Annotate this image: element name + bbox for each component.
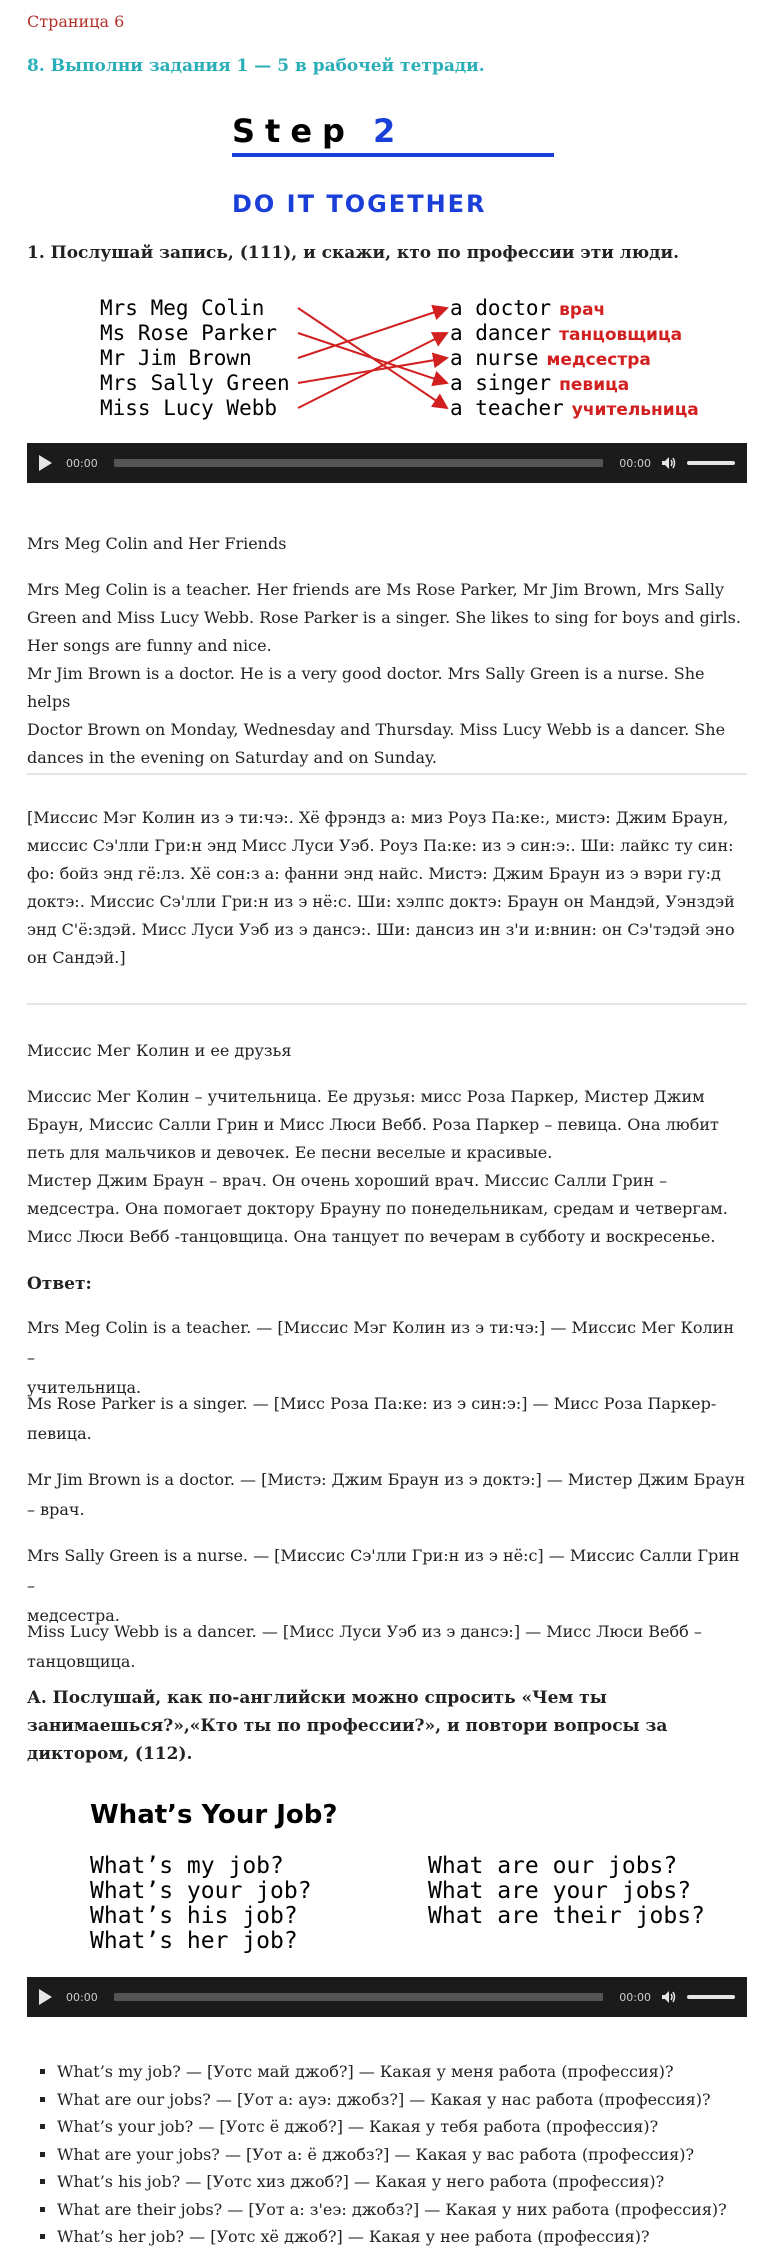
step-title: [232, 112, 405, 150]
answer-item: [27, 1465, 747, 1525]
jobs-list: [27, 2058, 782, 2251]
audio-current-time: 00:00: [66, 456, 98, 470]
list-item: ▪ What’s my job? — [Уотс май джоб?] — Какая у меня работа (профессия)?: [57, 2058, 782, 2086]
answer-line: медсестра.: [27, 1606, 120, 1625]
russian-line: Миссис Мег Колин – учительница. Ее друзья: мисс Роза Паркер, Мистер Джим: [27, 1087, 705, 1106]
divider: [27, 1003, 747, 1005]
answer-line: – врач.: [27, 1500, 85, 1519]
russian-line: Браун, Миссис Салли Грин и Мисс Люси Вебб. Роза Паркер – певица. Она любит: [27, 1115, 719, 1134]
russian-line: Мистер Джим Браун – врач. Он очень хороший врач. Миссис Салли Грин –: [27, 1171, 668, 1190]
job-question: What’s your job?: [90, 1878, 312, 1904]
matching-diagram: [0, 290, 782, 430]
answer-line: Miss Lucy Webb is a dancer. — [Мисс Луси Уэб из э дансэ:] — Мисс Люси Вебб –: [27, 1622, 702, 1641]
russian-line: медсестра. Она помогает доктору Брауну по понедельникам, средам и четвергам.: [27, 1199, 728, 1218]
transcription-line: он Сандэй.]: [27, 948, 126, 967]
russian-line: Мисс Люси Вебб -танцовщица. Она танцует по вечерам в субботу и воскресенье.: [27, 1227, 716, 1246]
profession-label: a dancer танцовщица: [450, 321, 683, 345]
russian-line: петь для мальчиков и девочек. Ее песни веселые и красивые.: [27, 1143, 553, 1162]
task-a-line: диктором, (112).: [27, 1744, 193, 1764]
jobs-title: What’s Your Job?: [90, 1800, 338, 1830]
job-question: What’s his job?: [90, 1903, 298, 1929]
profession-label: a singer певица: [450, 371, 630, 395]
english-text: [27, 576, 747, 772]
volume-slider[interactable]: [687, 1995, 735, 1999]
list-item: ▪ What are your jobs? — [Уот а: ё джобз?] — Какая у вас работа (профессия)?: [57, 2141, 782, 2169]
person-name: Miss Lucy Webb: [100, 396, 278, 420]
job-question: What’s her job?: [90, 1928, 298, 1954]
answer-item: [27, 1617, 747, 1677]
step-subtitle: DO IT TOGETHER: [232, 190, 487, 218]
answer-line: Mrs Meg Colin is a teacher. — [Миссис Мэг Колин из э ти:чэ:] — Миссис Мег Колин –: [27, 1318, 734, 1367]
answer-item: [27, 1389, 747, 1449]
transcription-line: доктэ:. Миссис Сэ'лли Гри:н из э нё:с. Ши: хэлпс доктэ: Браун он Мандэй, Уэнздэй: [27, 892, 735, 911]
answer-line: Mrs Sally Green is a nurse. — [Миссис Сэ'лли Гри:н из э нё:с] — Миссис Салли Грин –: [27, 1546, 740, 1595]
matching-arrow: [298, 308, 447, 358]
step-word: Step: [232, 112, 355, 150]
russian-title: Миссис Мег Колин и ее друзья: [27, 1041, 292, 1060]
job-question: What are our jobs?: [428, 1853, 678, 1879]
jobs-column-plural: [428, 1854, 705, 1929]
audio-current-time: 00:00: [66, 1990, 98, 2004]
job-question: What’s my job?: [90, 1853, 284, 1879]
answer-line: певица.: [27, 1424, 92, 1443]
task-a-line: занимаешься?»,«Кто ты по профессии?», и повтори вопросы за: [27, 1716, 668, 1736]
russian-text: [27, 1083, 747, 1251]
list-item: ▪ What’s her job? — [Уотс хё джоб?] — Какая у нее работа (профессия)?: [57, 2223, 782, 2251]
step-underline: [232, 153, 554, 157]
person-name: Mrs Sally Green: [100, 371, 290, 395]
job-question: What are their jobs?: [428, 1903, 705, 1929]
task-heading: 8. Выполни задания 1 — 5 в рабочей тетради.: [27, 56, 485, 76]
matching-arrow: [298, 333, 447, 408]
play-icon[interactable]: [39, 455, 52, 471]
audio-progress-bar[interactable]: [114, 459, 604, 467]
english-line: dances in the evening on Saturday and on Sunday.: [27, 748, 437, 767]
person-name: Mrs Meg Colin: [100, 296, 265, 320]
volume-icon[interactable]: [661, 455, 677, 471]
page-label: Страница 6: [27, 12, 125, 31]
transcription-line: фо: бойз энд гё:лз. Хё сон:з а: фанни энд найс. Мистэ: Джим Браун из э вэри гу:д: [27, 864, 721, 883]
answer-line: танцовщица.: [27, 1652, 136, 1671]
profession-label: a doctor врач: [450, 296, 606, 320]
answer-line: учительница.: [27, 1378, 142, 1397]
english-line: Mrs Meg Colin is a teacher. Her friends are Ms Rose Parker, Mr Jim Brown, Mrs Sally: [27, 580, 724, 599]
jobs-column-singular: [90, 1854, 312, 1954]
english-line: Doctor Brown on Monday, Wednesday and Thursday. Miss Lucy Webb is a dancer. She: [27, 720, 726, 739]
person-name: Mr Jim Brown: [100, 346, 252, 370]
list-item: ▪ What’s your job? — [Уотс ё джоб?] — Какая у тебя работа (профессия)?: [57, 2113, 782, 2141]
step-number: 2: [372, 112, 406, 150]
answer-line: Mr Jim Brown is a doctor. — [Мистэ: Джим Браун из э доктэ:] — Мистер Джим Браун: [27, 1470, 746, 1489]
divider: [27, 773, 747, 775]
english-title: Mrs Meg Colin and Her Friends: [27, 534, 287, 553]
job-question: What are your jobs?: [428, 1878, 692, 1904]
list-item: ▪ What are their jobs? — [Уот а: з'еэ: джобз?] — Какая у них работа (профессия)?: [57, 2196, 782, 2224]
volume-slider[interactable]: [687, 461, 735, 465]
task-a-heading: [27, 1684, 747, 1768]
matching-arrow: [298, 333, 447, 383]
answer-line: Ms Rose Parker is a singer. — [Мисс Роза Па:ке: из э син:э:] — Мисс Роза Паркер-: [27, 1394, 717, 1413]
task-a-line: А. Послушай, как по-английски можно спросить «Чем ты: [27, 1688, 607, 1708]
english-line: Mr Jim Brown is a doctor. He is a very good doctor. Mrs Sally Green is a nurse. She helps: [27, 664, 705, 711]
transcription-line: энд С'ё:здэй. Мисс Луси Уэб из э дансэ:. Ши: дансиз ин з'и и:внин: он Сэ'тэдэй эно: [27, 920, 735, 939]
transcription-line: миссис Сэ'лли Гри:н энд Мисс Луси Уэб. Роуз Па:ке: из э син:э:. Ши: лайкс ту син:: [27, 836, 734, 855]
volume-icon[interactable]: [661, 1989, 677, 2005]
audio-duration: 00:00: [619, 456, 651, 470]
list-item: ▪ What’s his job? — [Уотс хиз джоб?] — Какая у него работа (профессия)?: [57, 2168, 782, 2196]
person-name: Ms Rose Parker: [100, 321, 278, 345]
audio-player-2[interactable]: [27, 1977, 747, 2017]
profession-label: a teacher учительница: [450, 396, 699, 420]
english-line: Green and Miss Lucy Webb. Rose Parker is a singer. She likes to sing for boys and girls.: [27, 608, 741, 627]
answer-label: Ответ:: [27, 1274, 92, 1294]
english-line: Her songs are funny and nice.: [27, 636, 272, 655]
audio-progress-bar[interactable]: [114, 1993, 604, 2001]
audio-duration: 00:00: [619, 1990, 651, 2004]
profession-label: a nurse медсестра: [450, 346, 651, 370]
question-1: 1. Послушай запись, (111), и скажи, кто по профессии эти люди.: [27, 243, 680, 263]
transcription-line: [Миссис Мэг Колин из э ти:чэ:. Хё фрэндз а: миз Роуз Па:ке:, мистэ: Джим Браун,: [27, 808, 729, 827]
transcription-text: [27, 804, 747, 972]
list-item: ▪ What are our jobs? — [Уот а: ауэ: джобз?] — Какая у нас работа (профессия)?: [57, 2086, 782, 2114]
audio-player-1[interactable]: [27, 443, 747, 483]
play-icon[interactable]: [39, 1989, 52, 2005]
